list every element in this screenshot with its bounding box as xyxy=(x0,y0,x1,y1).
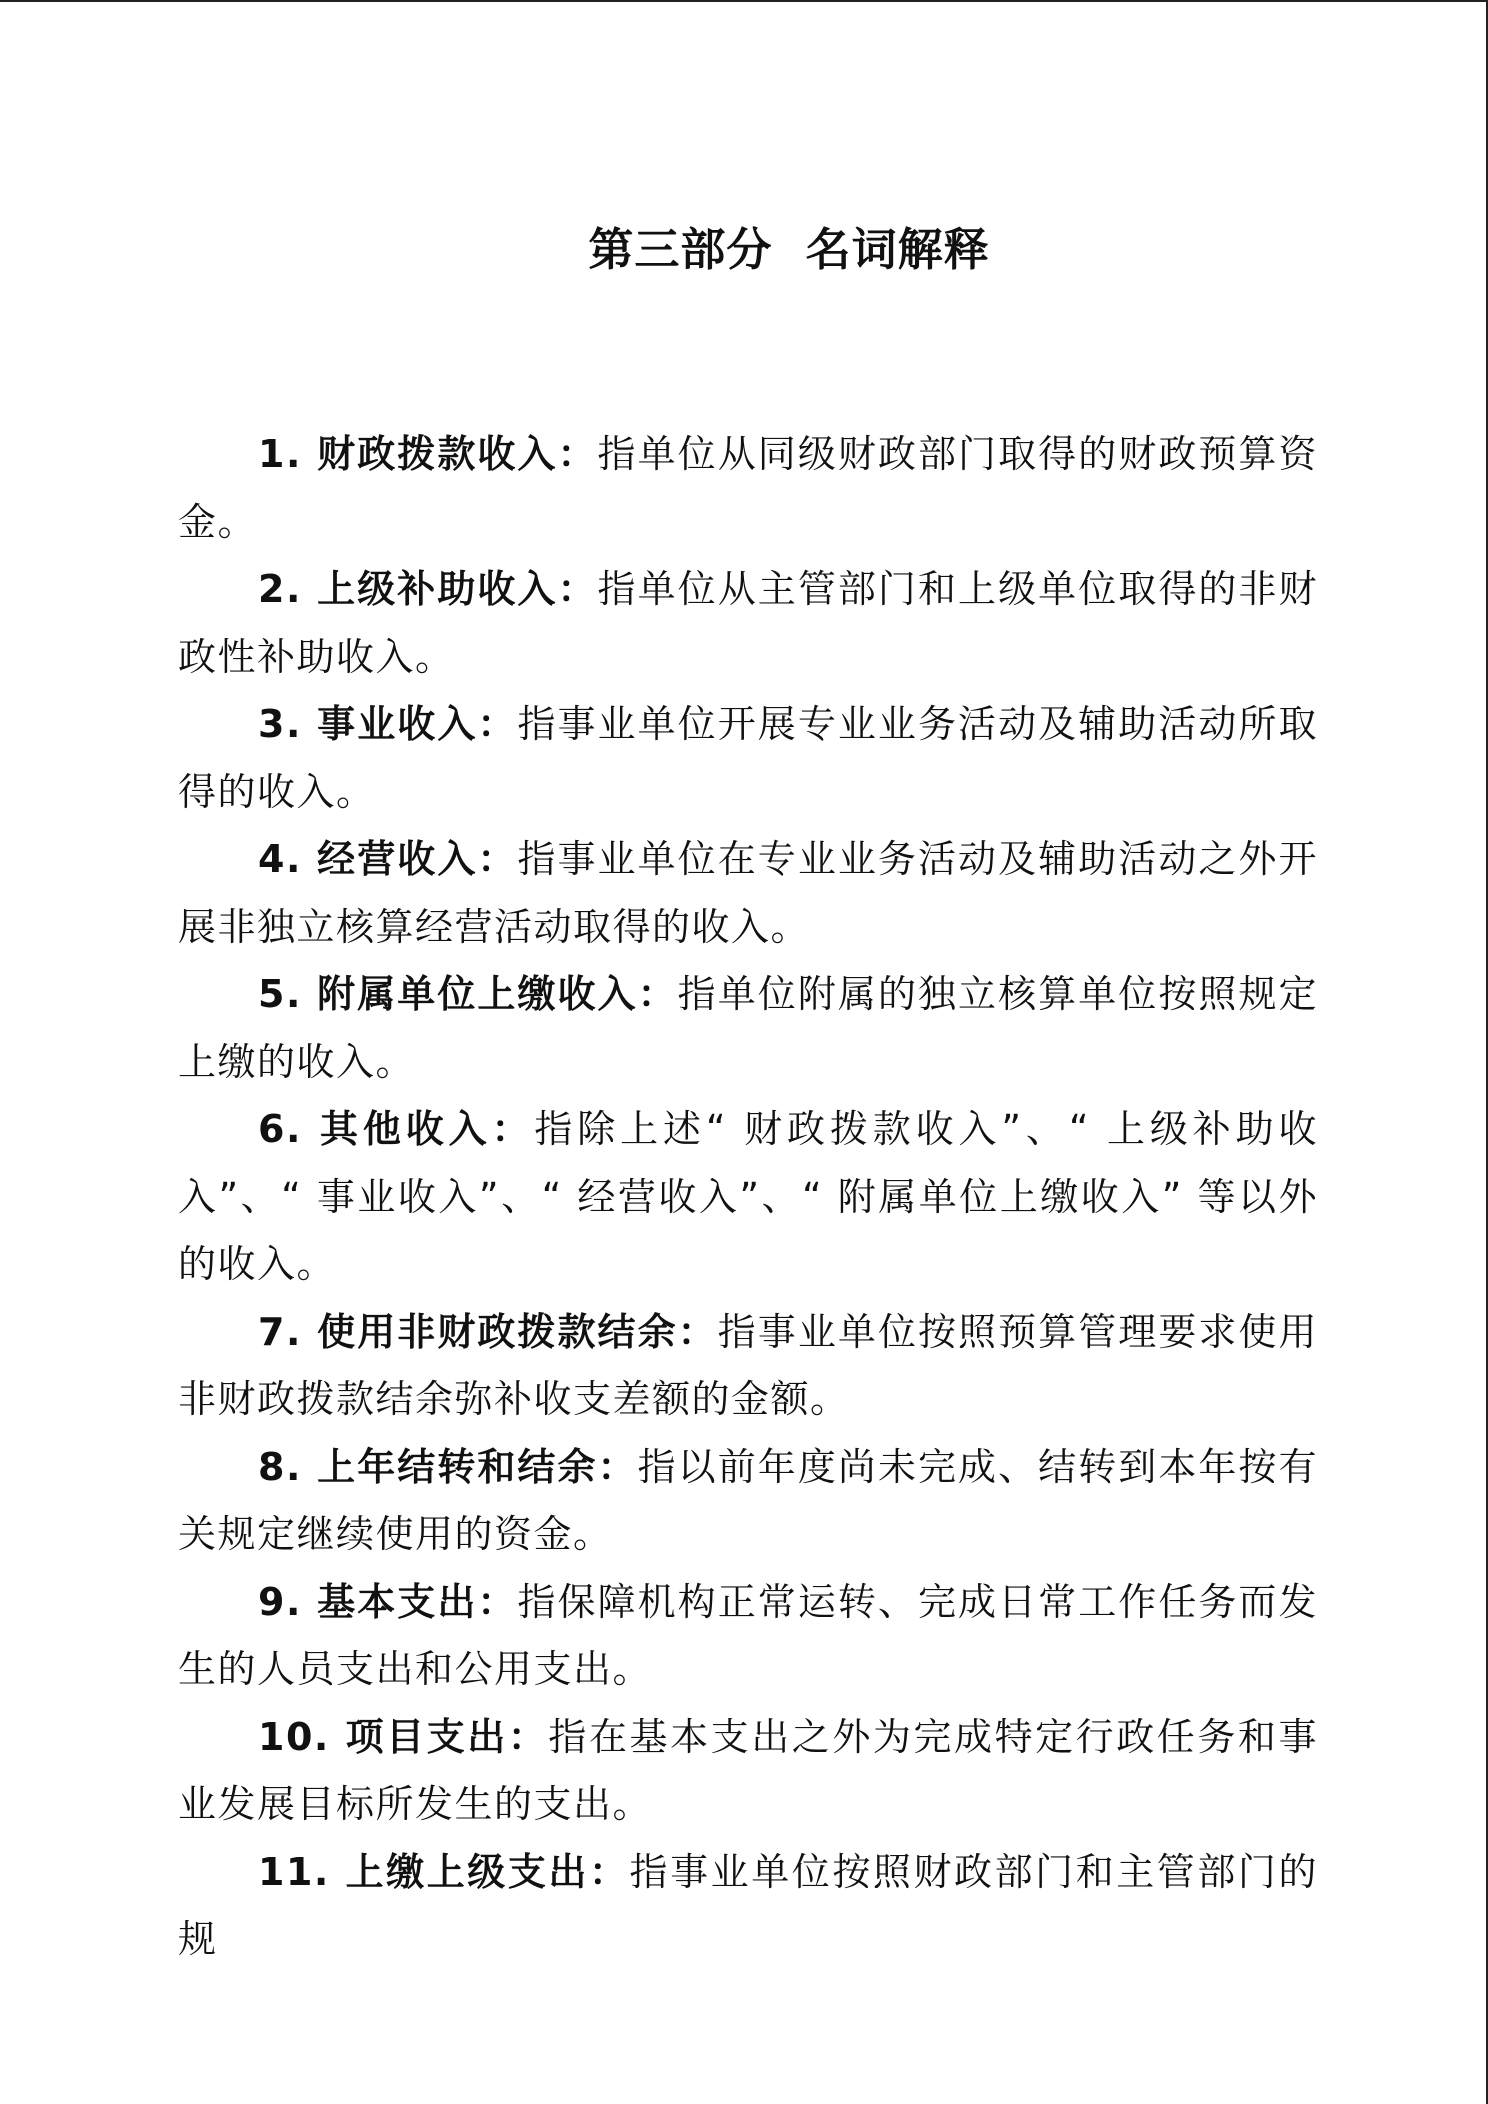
definitions-list xyxy=(178,421,1318,1974)
definition-text: 指事业单位在专业业务活动及辅助活动之外开展非独立核算经营活动取得的收入。 xyxy=(178,837,1318,949)
definition-item xyxy=(178,961,1318,1096)
definition-text: 指单位从同级财政部门取得的财政预算资金。 xyxy=(178,432,1318,544)
definition-term: 8. 上年结转和结余： xyxy=(258,1444,638,1489)
definition-text: 指除上述“ 财政拨款收入”、“ 上级补助收入”、“ 事业收入”、“ 经营收入”、“ 附属单位上缴收入” 等以外的收入。 xyxy=(178,1107,1318,1286)
definition-text: 指事业单位按照财政部门和主管部门的规 xyxy=(178,1849,1318,1961)
definition-item xyxy=(178,1569,1318,1704)
definition-item xyxy=(178,556,1318,691)
definition-item xyxy=(178,1839,1318,1974)
definition-term: 9. 基本支出： xyxy=(258,1579,518,1624)
definition-item xyxy=(178,1434,1318,1569)
definition-item xyxy=(178,421,1318,556)
definition-item xyxy=(178,1299,1318,1434)
definition-term: 1. 财政拨款收入： xyxy=(258,432,598,476)
definition-text: 指单位附属的独立核算单位按照规定上缴的收入。 xyxy=(178,972,1318,1084)
definition-text: 指以前年度尚未完成、结转到本年按有关规定继续使用的资金。 xyxy=(178,1444,1318,1556)
definition-text: 指保障机构正常运转、完成日常工作任务而发生的人员支出和公用支出。 xyxy=(178,1579,1318,1691)
definition-term: 11. 上缴上级支出： xyxy=(258,1849,630,1894)
definition-item xyxy=(178,1096,1318,1299)
definition-term: 3. 事业收入： xyxy=(258,702,518,746)
definition-text: 指在基本支出之外为完成特定行政任务和事业发展目标所发生的支出。 xyxy=(178,1714,1318,1826)
definition-text: 指事业单位按照预算管理要求使用非财政拨款结余弥补收支差额的金额。 xyxy=(178,1309,1318,1421)
definition-term: 10. 项目支出： xyxy=(258,1714,549,1759)
definition-item xyxy=(178,1704,1318,1839)
definition-text: 指事业单位开展专业业务活动及辅助活动所取得的收入。 xyxy=(178,702,1318,814)
definition-term: 4. 经营收入： xyxy=(258,837,518,881)
definition-item xyxy=(178,691,1318,826)
definition-term: 2. 上级补助收入： xyxy=(258,567,598,611)
definition-term: 7. 使用非财政拨款结余： xyxy=(258,1309,718,1354)
definition-text: 指单位从主管部门和上级单位取得的非财政性补助收入。 xyxy=(178,567,1318,679)
page-title: 第三部分 名词解释 xyxy=(588,223,990,276)
definition-item xyxy=(178,826,1318,961)
definition-term: 6. 其他收入： xyxy=(258,1107,535,1151)
definition-term: 5. 附属单位上缴收入： xyxy=(258,972,678,1016)
